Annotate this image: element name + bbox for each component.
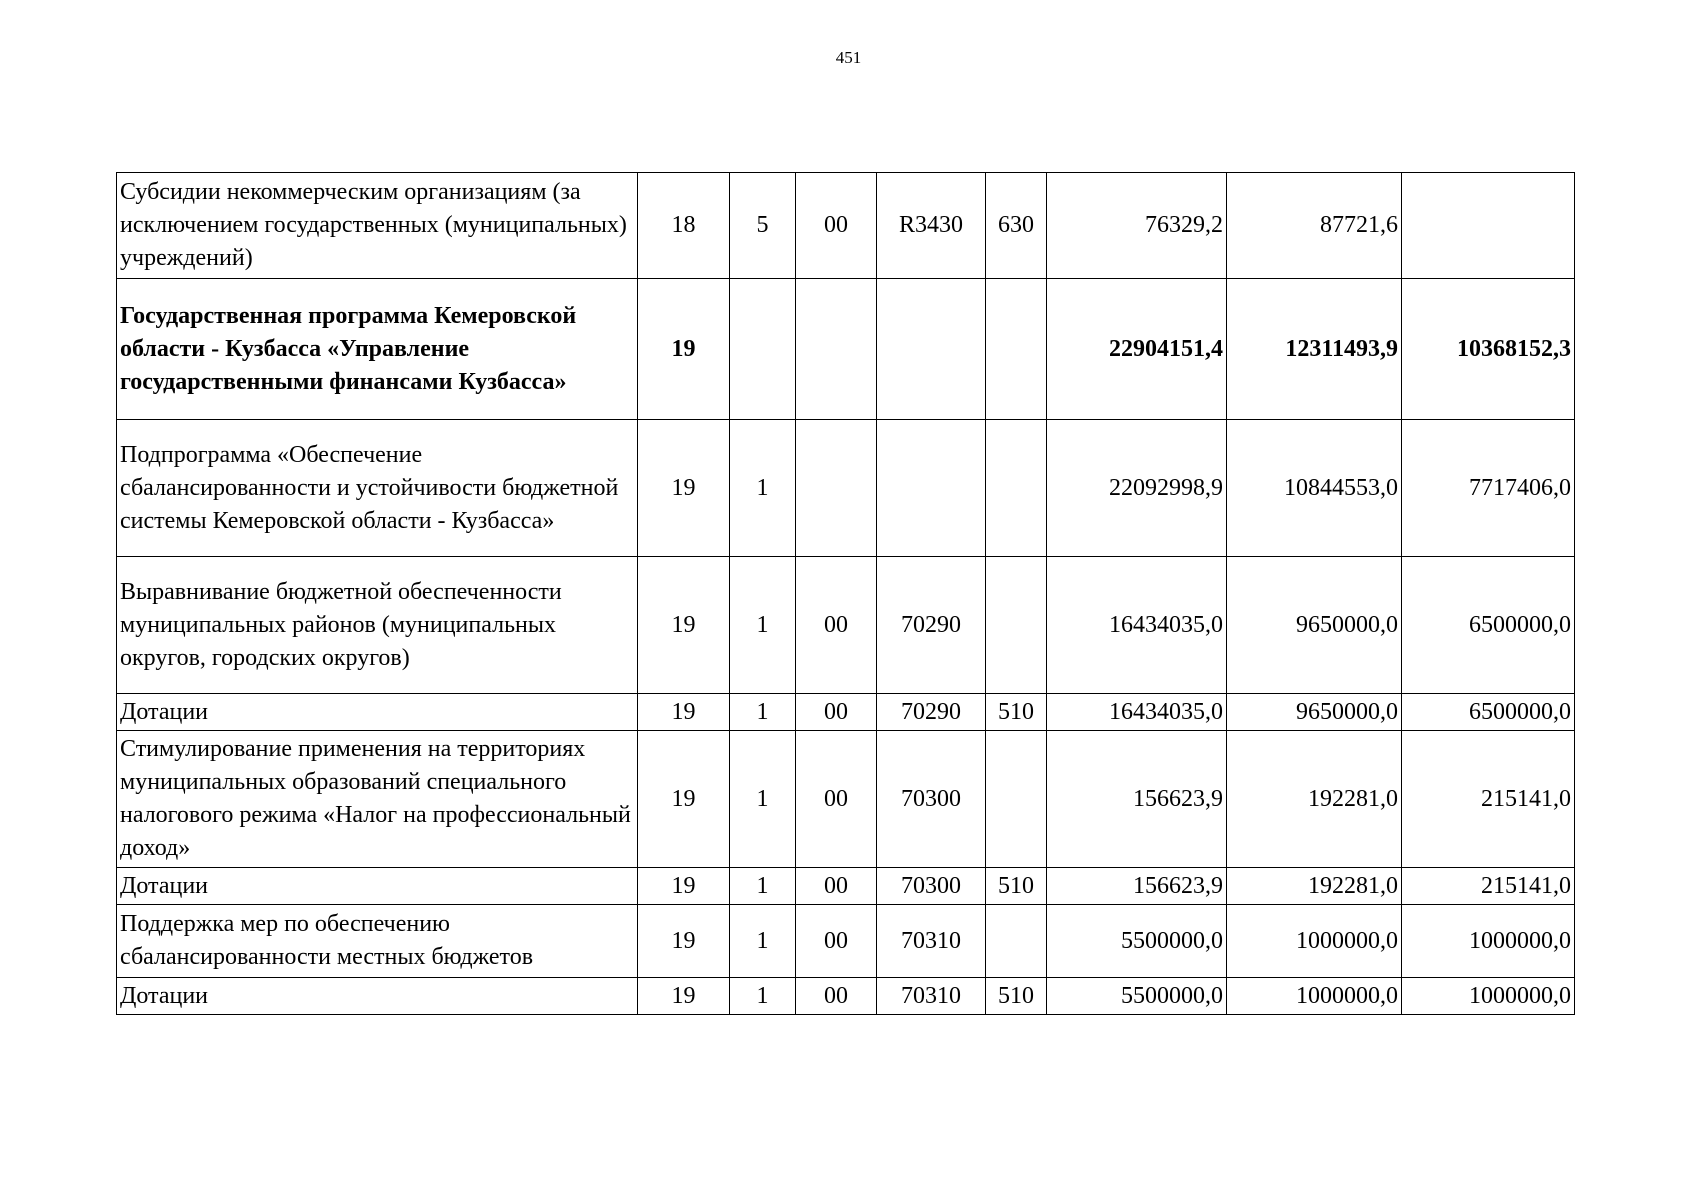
- row-name: Стимулирование применения на территориях муниципальных образований специального налогового режима «Налог на профессиональный доход»: [117, 731, 638, 868]
- row-value-2: 9650000,0: [1227, 557, 1402, 694]
- row-value-1: 5500000,0: [1047, 905, 1227, 978]
- row-value-3: 215141,0: [1402, 868, 1575, 905]
- row-code-5: [986, 557, 1047, 694]
- row-code-5: [986, 731, 1047, 868]
- row-code-4: 70310: [877, 978, 986, 1015]
- row-code-2: [730, 279, 796, 420]
- row-code-5: 510: [986, 868, 1047, 905]
- table-row: [117, 173, 1575, 279]
- row-code-1: 19: [638, 279, 730, 420]
- row-value-2: 1000000,0: [1227, 978, 1402, 1015]
- row-code-3: 00: [796, 694, 877, 731]
- row-name: Дотации: [117, 868, 638, 905]
- row-code-2: 1: [730, 731, 796, 868]
- row-code-3: 00: [796, 173, 877, 279]
- table-row: [117, 978, 1575, 1015]
- row-code-3: 00: [796, 731, 877, 868]
- row-code-4: [877, 420, 986, 557]
- row-code-2: 1: [730, 868, 796, 905]
- row-value-1: 76329,2: [1047, 173, 1227, 279]
- table-row: [117, 279, 1575, 420]
- table-row: [117, 868, 1575, 905]
- row-value-2: 192281,0: [1227, 731, 1402, 868]
- row-value-2: 87721,6: [1227, 173, 1402, 279]
- row-code-4: 70300: [877, 731, 986, 868]
- row-code-1: 19: [638, 978, 730, 1015]
- row-code-2: 1: [730, 694, 796, 731]
- row-value-3: 10368152,3: [1402, 279, 1575, 420]
- row-value-2: 1000000,0: [1227, 905, 1402, 978]
- row-code-3: 00: [796, 557, 877, 694]
- row-code-2: 5: [730, 173, 796, 279]
- table-row: [117, 694, 1575, 731]
- budget-table: [116, 172, 1575, 1015]
- row-code-4: R3430: [877, 173, 986, 279]
- row-code-1: 19: [638, 420, 730, 557]
- row-value-1: 22092998,9: [1047, 420, 1227, 557]
- row-name: Субсидии некоммерческим организациям (за исключением государственных (муниципальных) учреждений): [117, 173, 638, 279]
- row-code-1: 19: [638, 905, 730, 978]
- row-name: Поддержка мер по обеспечению сбалансированности местных бюджетов: [117, 905, 638, 978]
- row-value-3: 7717406,0: [1402, 420, 1575, 557]
- row-code-4: 70290: [877, 694, 986, 731]
- row-code-2: 1: [730, 905, 796, 978]
- row-name: Дотации: [117, 978, 638, 1015]
- row-value-3: 6500000,0: [1402, 557, 1575, 694]
- row-code-3: 00: [796, 868, 877, 905]
- row-value-3: 6500000,0: [1402, 694, 1575, 731]
- row-value-1: 156623,9: [1047, 731, 1227, 868]
- row-code-1: 19: [638, 694, 730, 731]
- row-code-5: 510: [986, 694, 1047, 731]
- row-value-3: 1000000,0: [1402, 905, 1575, 978]
- row-value-3: 1000000,0: [1402, 978, 1575, 1015]
- row-value-1: 16434035,0: [1047, 557, 1227, 694]
- row-value-2: 10844553,0: [1227, 420, 1402, 557]
- row-code-4: [877, 279, 986, 420]
- row-value-3: [1402, 173, 1575, 279]
- row-code-5: [986, 420, 1047, 557]
- row-code-5: [986, 279, 1047, 420]
- row-code-2: 1: [730, 978, 796, 1015]
- row-code-2: 1: [730, 557, 796, 694]
- row-value-1: 156623,9: [1047, 868, 1227, 905]
- page-number: 451: [835, 48, 862, 67]
- row-value-1: 16434035,0: [1047, 694, 1227, 731]
- row-code-3: 00: [796, 905, 877, 978]
- row-value-1: 5500000,0: [1047, 978, 1227, 1015]
- row-code-3: [796, 279, 877, 420]
- table-row: [117, 905, 1575, 978]
- row-code-1: 18: [638, 173, 730, 279]
- row-code-1: 19: [638, 557, 730, 694]
- table-row: [117, 731, 1575, 868]
- row-code-4: 70310: [877, 905, 986, 978]
- table-row: [117, 420, 1575, 557]
- row-value-2: 12311493,9: [1227, 279, 1402, 420]
- row-code-4: 70300: [877, 868, 986, 905]
- row-code-3: 00: [796, 978, 877, 1015]
- row-value-2: 192281,0: [1227, 868, 1402, 905]
- row-code-5: 630: [986, 173, 1047, 279]
- row-code-1: 19: [638, 868, 730, 905]
- row-value-2: 9650000,0: [1227, 694, 1402, 731]
- row-name: Выравнивание бюджетной обеспеченности муниципальных районов (муниципальных округов, городских округов): [117, 557, 638, 694]
- row-code-3: [796, 420, 877, 557]
- row-name: Государственная программа Кемеровской области - Кузбасса «Управление государственными финансами Кузбасса»: [117, 279, 638, 420]
- row-code-2: 1: [730, 420, 796, 557]
- row-code-5: 510: [986, 978, 1047, 1015]
- row-name: Дотации: [117, 694, 638, 731]
- row-code-4: 70290: [877, 557, 986, 694]
- row-value-3: 215141,0: [1402, 731, 1575, 868]
- table-row: [117, 557, 1575, 694]
- row-code-1: 19: [638, 731, 730, 868]
- row-code-5: [986, 905, 1047, 978]
- row-name: Подпрограмма «Обеспечение сбалансированности и устойчивости бюджетной системы Кемеровской области - Кузбасса»: [117, 420, 638, 557]
- row-value-1: 22904151,4: [1047, 279, 1227, 420]
